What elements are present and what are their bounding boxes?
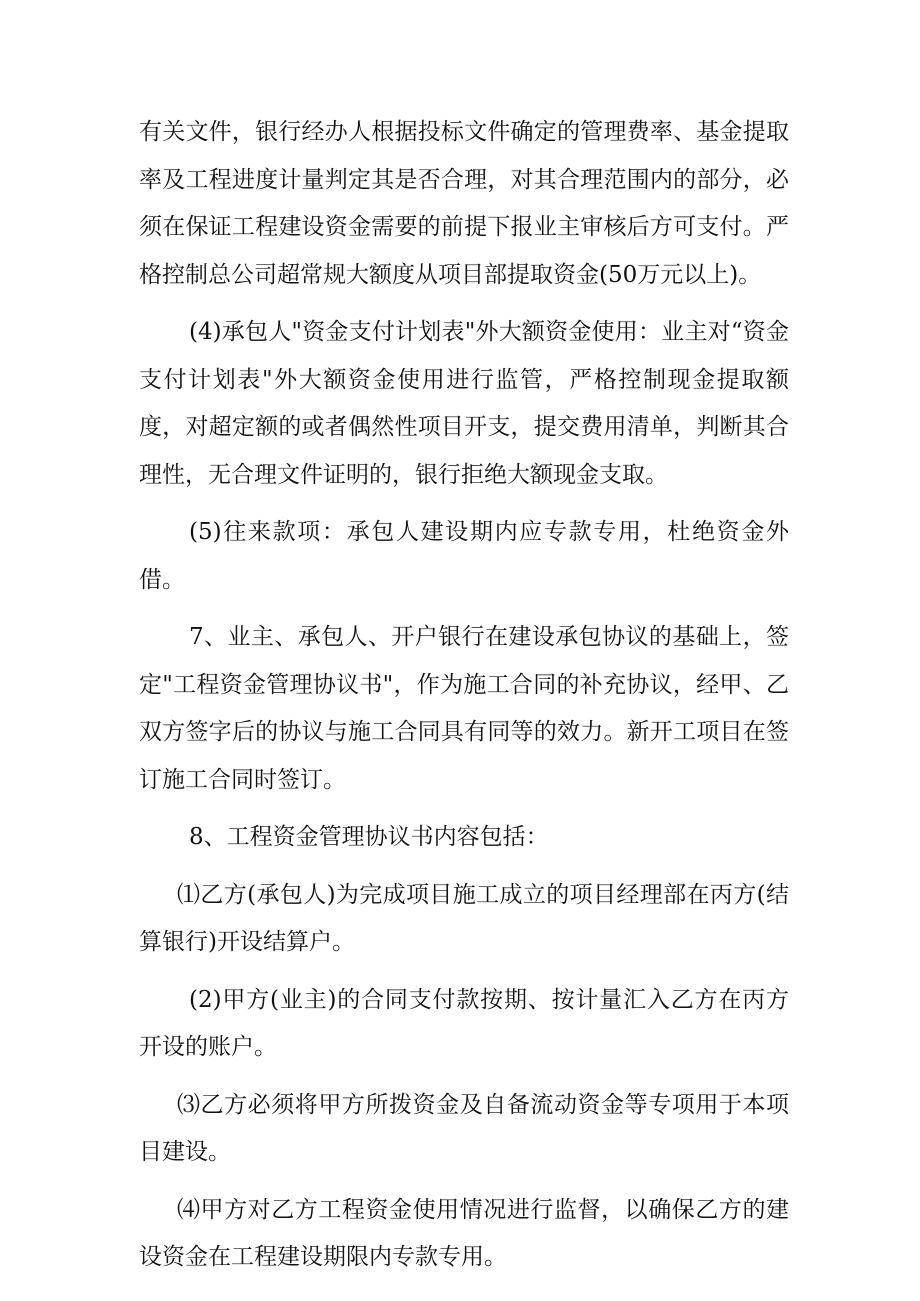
paragraph-clause-4: ⑷甲方对乙方工程资金使用情况进行监督，以确保乙方的建设资金在工程建设期限内专款专用。 — [139, 1196, 789, 1270]
document-body — [139, 109, 789, 1292]
paragraph-clause-3: ⑶乙方必须将甲方所拨资金及自备流动资金等专项用于本项目建设。 — [139, 1091, 789, 1165]
paragraph-clause-1: ⑴乙方(承包人)为完成项目施工成立的项目经理部在丙方(结算银行)开设结算户。 — [139, 881, 789, 955]
paragraph-large-fund-usage: (4)承包人"资金支付计划表"外大额资金使用：业主对“资金支付计划表"外大额资金使用进行监管，严格控制现金提取额度，对超定额的或者偶然性项目开支，提交费用清单，判断其合理性，无合理文件证明的，银行拒绝大额现金支取。 — [139, 319, 789, 488]
paragraph-item-7-agreement: 7、业主、承包人、开户银行在建设承包协议的基础上，签定"工程资金管理协议书"，作为施工合同的补充协议，经甲、乙双方签字后的协议与施工合同具有同等的效力。新开工项目在签订施工合同时签订。 — [139, 624, 789, 793]
paragraph-bank-review: 有关文件，银行经办人根据投标文件确定的管理费率、基金提取率及工程进度计量判定其是否合理，对其合理范围内的部分，必须在保证工程建设资金需要的前提下报业主审核后方可支付。严格控制总公司超常规大额度从项目部提取资金(50万元以上)。 — [139, 119, 789, 288]
paragraph-clause-2: (2)甲方(业主)的合同支付款按期、按计量汇入乙方在丙方开设的账户。 — [139, 986, 789, 1060]
paragraph-item-8-contents: 8、工程资金管理协议书内容包括： — [189, 824, 549, 850]
paragraph-current-accounts: (5)往来款项：承包人建设期内应专款专用，杜绝资金外借。 — [139, 519, 789, 593]
